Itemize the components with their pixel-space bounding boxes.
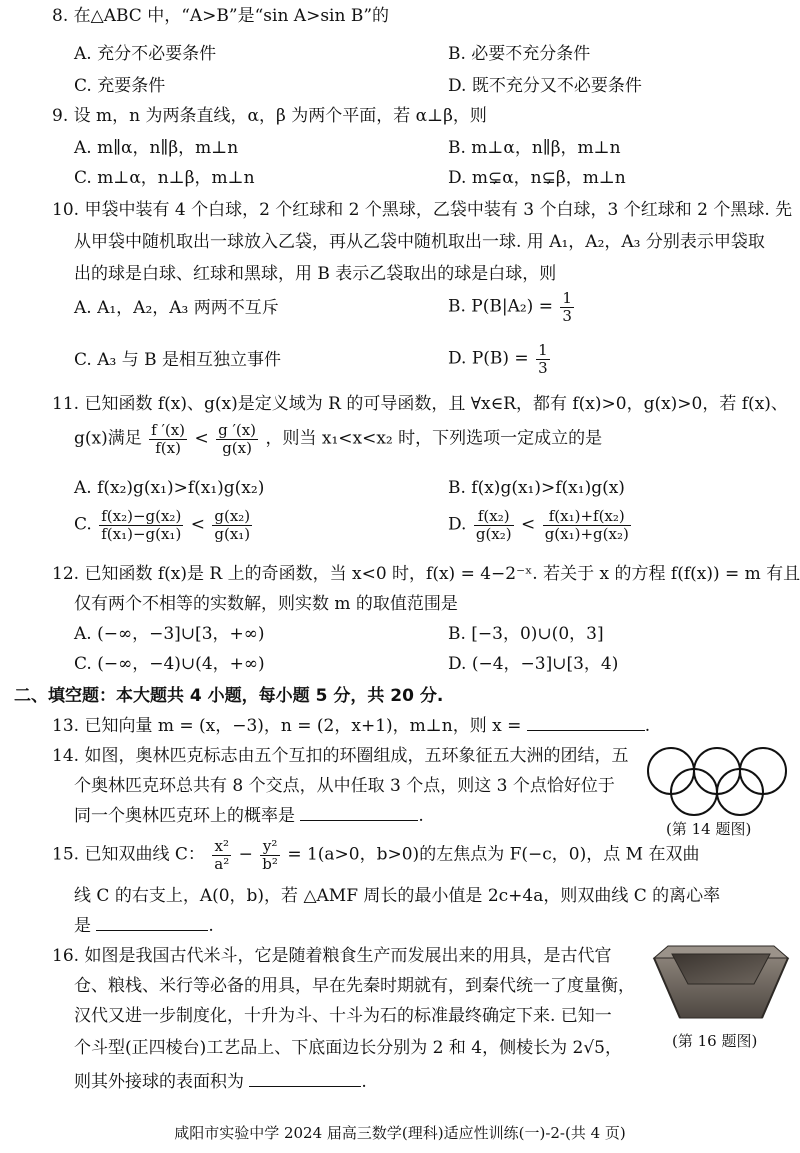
q12-option-a: A. (−∞，−3]∪[3，+∞) — [74, 624, 265, 644]
less-than-sign: < — [521, 514, 536, 535]
q13-stem — [52, 716, 650, 737]
q8-option-a: A. 充分不必要条件 — [74, 44, 217, 64]
q10-option-b — [448, 290, 576, 324]
fraction-denominator: b² — [262, 854, 278, 873]
q11-option-c-fraction-2 — [212, 508, 252, 542]
fraction-denominator: g(x) — [222, 438, 252, 457]
fraction-numerator: g(x₂) — [214, 507, 251, 525]
q10-option-b-label: B. P(B|A₂) = — [448, 296, 553, 317]
q11-line-1: 11. 已知函数 f(x)、g(x)是定义域为 R 的可导函数，且 ∀x∈R，都有 f(x)>0，g(x)>0，若 f(x)、 — [52, 394, 788, 414]
q11-line-2-post: ，则当 x₁<x<x₂ 时，下列选项一定成立的是 — [265, 428, 603, 449]
fraction-numerator: f(x₂)−g(x₂) — [101, 507, 182, 525]
q15-period: . — [208, 916, 214, 936]
q10-option-d-label: D. P(B) = — [448, 348, 529, 369]
page-footer: 咸阳市实验中学 2024 届高三数学(理科)适应性训练(一)-2-(共 4 页) — [174, 1124, 626, 1142]
q16-line-5-text: 则其外接球的表面积为 — [74, 1072, 244, 1092]
q11-line-2 — [74, 422, 602, 456]
fraction-denominator: f(x₁)−g(x₁) — [101, 524, 182, 543]
q9-stem: 9. 设 m，n 为两条直线，α，β 为两个平面，若 α⊥β，则 — [52, 106, 487, 126]
fraction-numerator: y² — [260, 838, 280, 856]
q15-line-2: 线 C 的右支上，A(0，b)，若 △AMF 周长的最小值是 2c+4a，则双曲线 C 的离心率 — [74, 886, 721, 906]
fraction-numerator: x² — [212, 838, 231, 856]
fraction-denominator: g(x₂) — [475, 524, 512, 543]
q11-option-a: A. f(x₂)g(x₁)>f(x₁)g(x₂) — [74, 478, 265, 498]
q10-option-d — [448, 342, 552, 376]
q9-option-b: B. m⊥α，n∥β，m⊥n — [448, 138, 621, 158]
q15-line-3 — [74, 916, 214, 937]
q13-answer-blank[interactable] — [527, 716, 645, 731]
q14-period: . — [418, 806, 424, 826]
q9-option-d: D. m⊊α，n⊊β，m⊥n — [448, 168, 626, 188]
q8-stem: 8. 在△ABC 中，“A>B”是“sin A>sin B”的 — [52, 6, 390, 26]
q12-option-b: B. [−3，0)∪(0，3] — [448, 624, 604, 644]
q12-option-c: C. (−∞，−4)∪(4，+∞) — [74, 654, 265, 674]
section-heading-fill-in: 二、填空题：本大题共 4 小题，每小题 5 分，共 20 分. — [14, 686, 444, 706]
q15-line-1-post: = 1(a>0，b>0)的左焦点为 F(−c，0)，点 M 在双曲 — [287, 844, 700, 865]
q11-line-2-pre: g(x)满足 — [74, 428, 142, 449]
q11-option-c-fraction-1 — [99, 508, 183, 542]
fraction-numerator: 1 — [538, 341, 548, 359]
q16-line-3: 汉代又进一步制度化，十升为斗、十斗为石的标准最终确定下来. 已知一 — [74, 1006, 612, 1026]
q10-option-a: A. A₁，A₂，A₃ 两两不互斥 — [74, 298, 279, 318]
q14-line-3-text: 同一个奥林匹克环上的概率是 — [74, 806, 295, 826]
fraction-denominator: g(x₁) — [214, 524, 251, 543]
q10-option-b-fraction — [560, 290, 574, 324]
q8-option-c: C. 充要条件 — [74, 76, 166, 96]
q16-line-4: 个斗型(正四棱台)工艺品上、下底面边长分别为 2 和 4，侧棱长为 2√5， — [74, 1038, 622, 1058]
q11-option-b: B. f(x)g(x₁)>f(x₁)g(x) — [448, 478, 625, 498]
q16-answer-blank[interactable] — [249, 1072, 361, 1087]
q10-line-1: 10. 甲袋中装有 4 个白球，2 个红球和 2 个黑球，乙袋中装有 3 个白球，3 个红球和 2 个黑球. 先 — [52, 200, 793, 220]
less-than-sign: < — [194, 428, 209, 449]
q11-option-c-label: C. — [74, 514, 92, 535]
q16-line-5 — [74, 1072, 367, 1093]
fraction-numerator: g ′(x) — [218, 421, 257, 439]
q13-period: . — [644, 716, 651, 736]
q14-line-2: 个奥林匹克环总共有 8 个交点，从中任取 3 个点，则这 3 个点恰好位于 — [74, 776, 615, 796]
q15-answer-blank[interactable] — [96, 916, 208, 931]
fraction-numerator: 1 — [562, 289, 572, 307]
q8-option-d: D. 既不充分又不必要条件 — [448, 76, 642, 96]
fraction-denominator: a² — [214, 854, 230, 873]
q11-fraction-g — [216, 422, 258, 456]
q9-option-a: A. m∥α，n∥β，m⊥n — [74, 138, 239, 158]
q12-line-1: 12. 已知函数 f(x)是 R 上的奇函数，当 x<0 时，f(x) = 4−2⁻ˣ. 若关于 x 的方程 f(f(x)) = m 有且 — [52, 564, 800, 584]
q10-line-3: 出的球是白球、红球和黑球，用 B 表示乙袋取出的球是白球，则 — [74, 264, 557, 284]
q14-figure-caption: (第 14 题图) — [666, 820, 752, 838]
q12-line-2: 仅有两个不相等的实数解，则实数 m 的取值范围是 — [74, 594, 458, 614]
fraction-denominator: g(x₁)+g(x₂) — [544, 524, 629, 543]
fraction-denominator: 3 — [538, 358, 548, 377]
q16-figure-caption: (第 16 题图) — [672, 1032, 758, 1050]
less-than-sign: < — [190, 514, 205, 535]
fraction-numerator: f(x₁)+f(x₂) — [543, 508, 631, 526]
measure-interior-shape — [672, 954, 770, 984]
fraction-numerator: f ′(x) — [151, 421, 186, 439]
q15-fraction-x — [212, 838, 231, 872]
q14-line-1: 14. 如图，奥林匹克标志由五个互扣的环圈组成，五环象征五大洲的团结，五 — [52, 746, 629, 766]
q10-line-2: 从甲袋中随机取出一球放入乙袋，再从乙袋中随机取出一球. 用 A₁，A₂，A₃ 分别表示甲袋取 — [74, 232, 765, 252]
minus-sign: − — [238, 844, 253, 865]
fraction-denominator: 3 — [562, 306, 572, 325]
q15-fraction-y — [260, 838, 280, 872]
q15-line-1-pre: 15. 已知双曲线 C： — [52, 844, 205, 865]
q11-option-d — [448, 508, 633, 542]
q15-line-3-text: 是 — [74, 916, 91, 936]
q11-option-d-fraction-1 — [474, 508, 514, 542]
q16-line-2: 仓、粮栈、米行等必备的用具，早在先秦时期就有，到秦代统一了度量衡， — [74, 976, 635, 996]
fraction-numerator: f(x₂) — [474, 508, 514, 526]
q11-option-d-fraction-2 — [543, 508, 631, 542]
q11-option-c — [74, 508, 254, 542]
q13-text: 13. 已知向量 m = (x，−3)，n = (2，x+1)，m⊥n，则 x = — [52, 716, 522, 736]
fraction-denominator: f(x) — [155, 438, 181, 457]
q10-option-c: C. A₃ 与 B 是相互独立事件 — [74, 350, 282, 370]
olympic-rings-figure — [644, 744, 790, 818]
q14-line-3 — [74, 806, 424, 827]
q16-line-1: 16. 如图是我国古代米斗，它是随着粮食生产而发展出来的用具，是古代官 — [52, 946, 612, 966]
q12-option-d: D. (−4，−3]∪[3，4) — [448, 654, 619, 674]
rice-measure-figure — [650, 944, 792, 1028]
q15-line-1 — [52, 838, 699, 872]
q11-fraction-f — [149, 422, 187, 456]
q10-option-d-fraction — [536, 342, 550, 376]
q8-option-b: B. 必要不充分条件 — [448, 44, 591, 64]
q14-answer-blank[interactable] — [300, 806, 418, 821]
q11-option-d-label: D. — [448, 514, 467, 535]
q9-option-c: C. m⊥α，n⊥β，m⊥n — [74, 168, 255, 188]
q16-period: . — [361, 1072, 367, 1092]
